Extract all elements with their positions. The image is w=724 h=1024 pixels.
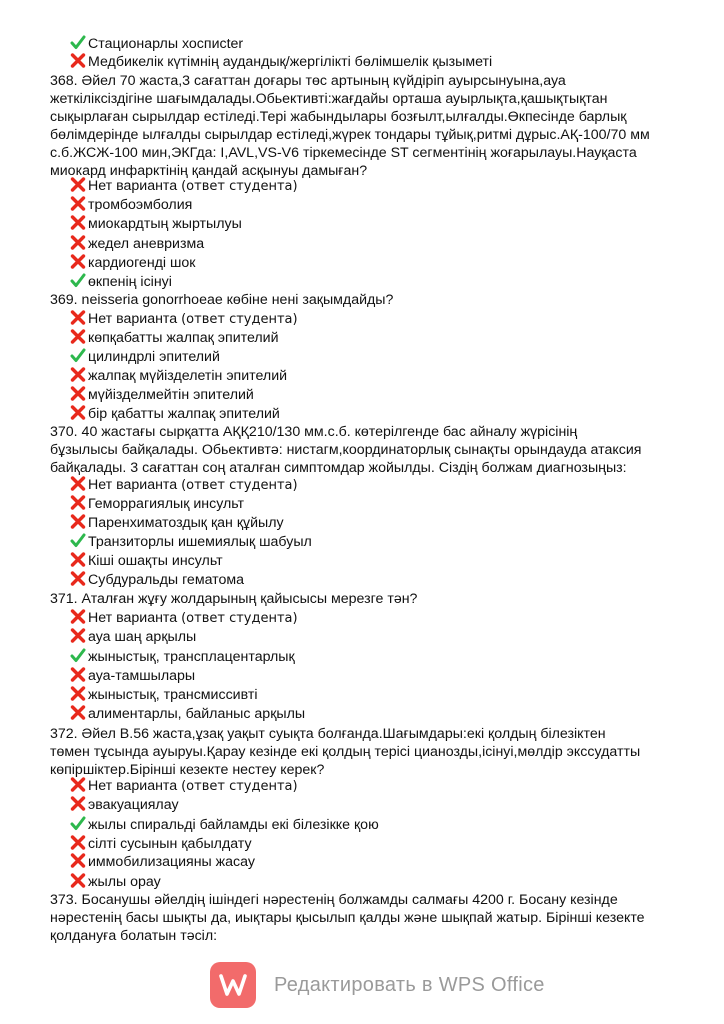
cross-icon <box>70 873 86 888</box>
answer-option <box>70 816 379 834</box>
question-text-line: 369. neisseria gonorrhoeae көбіне нені зақымдайды? <box>50 292 394 308</box>
answer-option-text: жыныстық, трансмиссивті <box>88 687 258 703</box>
answer-option-text: өкпенің ісінуі <box>88 274 172 290</box>
student-answer-tag: (ответ студента) <box>181 179 298 194</box>
student-answer-tag: (ответ студента) <box>181 478 298 493</box>
answer-option <box>70 514 284 532</box>
question-text-line: байқалады. 3 сағаттан соң аталған симптомдар жойылды. Сіздің болжам диагнозыңыз: <box>50 460 627 476</box>
answer-option <box>70 235 204 253</box>
cross-icon <box>70 386 86 401</box>
question-text-line: нәрестенің басы шықты да, иықтары қысылып қалды және шықпай жатыр. Бірінші кезекте <box>50 910 645 926</box>
answer-option-text: жылы спиральді байламды екі білезікке қою <box>88 817 379 833</box>
student-answer-tag: (ответ студента) <box>181 779 298 794</box>
check-icon <box>70 273 86 288</box>
answer-option <box>70 53 492 71</box>
answer-option-text: Нет варианта <box>88 610 178 626</box>
cross-icon <box>70 367 86 382</box>
question-text-line: қолдануға болатын тәсіл: <box>50 928 218 944</box>
answer-option <box>70 609 298 627</box>
cross-icon <box>70 853 86 868</box>
question-text-line: 373. Босанушы әйелдің ішіндегі нәрестенің болжамды салмағы 4200 г. Босану кезінде <box>50 892 618 908</box>
answer-option-text: цилиндрлі эпителий <box>88 349 220 365</box>
cross-icon <box>70 835 86 850</box>
answer-option <box>70 348 220 366</box>
answer-option-text: мүйізделмейтін эпителий <box>88 387 254 403</box>
question-text-line: бұзылысы байқалады. Обьективтә: нистагм,координаторлық сынақты орындауда атаксия <box>50 442 642 458</box>
cross-icon <box>70 177 86 192</box>
answer-option <box>70 405 280 423</box>
wps-edit-label[interactable]: Редактировать в WPS Office <box>274 974 545 996</box>
cross-icon <box>70 777 86 792</box>
question-text-line: 368. Әйел 70 жаста,3 сағаттан доғары төс артының күйдіріп ауырсынуына,ауа <box>50 73 566 89</box>
answer-option-text: жедел аневризма <box>88 236 205 252</box>
answer-option-text: көпқабатты жалпақ эпителий <box>88 330 279 346</box>
cross-icon <box>70 215 86 230</box>
question-text-line: 371. Аталған жұғу жолдарының қайысысы мерезге тән? <box>50 591 418 607</box>
answer-option-text: Нет варианта <box>88 178 178 194</box>
answer-option <box>70 835 252 853</box>
check-icon <box>70 816 86 831</box>
cross-icon <box>70 196 86 211</box>
answer-option <box>70 35 243 53</box>
cross-icon <box>70 667 86 682</box>
answer-option-text: жылы орау <box>88 874 161 890</box>
answer-option <box>70 495 244 513</box>
answer-option-text: Стационарлы хосписter <box>88 36 244 52</box>
cross-icon <box>70 53 86 68</box>
answer-option <box>70 628 196 646</box>
question-text-line: с.б.ЖСЖ-100 мин,ЭКГда: I,AVL,VS-V6 тіркемесінде ST сегментінің жоғарылауы.Науқаста <box>50 145 637 161</box>
question-text-line: 372. Әйел В.56 жаста,ұзақ уақыт суықта болғанда.Шағымдары:екі қолдың білезіктен <box>50 726 606 742</box>
answer-option <box>70 177 298 195</box>
answer-option-text: Кіші ошақты инсульт <box>88 553 223 569</box>
check-icon <box>70 348 86 363</box>
answer-option-text: жыныстық, трансплацентарлық <box>88 649 295 665</box>
answer-option <box>70 648 295 666</box>
answer-option <box>70 777 298 795</box>
cross-icon <box>70 628 86 643</box>
answer-option <box>70 873 161 891</box>
answer-option <box>70 686 257 704</box>
answer-option <box>70 215 242 233</box>
cross-icon <box>70 571 86 586</box>
answer-option <box>70 667 195 685</box>
cross-icon <box>70 514 86 529</box>
answer-option-text: Геморрагиялық инсульт <box>88 496 245 512</box>
answer-option <box>70 796 179 814</box>
answer-option <box>70 476 298 494</box>
student-answer-tag: (ответ студента) <box>181 312 298 327</box>
cross-icon <box>70 552 86 567</box>
question-text-line: төмен тұсында ауыруы.Қарау кезінде екі қолдың терісі цианозды,ісінуі,мөлдір экссудатты <box>50 744 641 760</box>
student-answer-tag: (ответ студента) <box>181 611 298 626</box>
answer-option-text: сілті сусынын қабылдату <box>88 836 252 852</box>
answer-option <box>70 571 244 589</box>
answer-option <box>70 853 255 871</box>
answer-option <box>70 196 192 214</box>
answer-option-text: кардиогенді шок <box>88 255 196 271</box>
cross-icon <box>70 705 86 720</box>
question-text-line: бөлімдерінде ылғалды сырылдар естіледі,жүрек тондары тұйық,ритмі дұрыс.АҚ-100/70 мм <box>50 127 650 143</box>
answer-option <box>70 310 298 328</box>
answer-option-text: Транзиторлы ишемиялық шабуыл <box>88 534 312 550</box>
answer-option-text: эвакуациялау <box>88 797 179 813</box>
answer-option-text: ауа-тамшылары <box>88 668 196 684</box>
cross-icon <box>70 310 86 325</box>
answer-option-text: тромбоэмболия <box>88 197 193 213</box>
answer-option-text: алиментарлы, байланыс арқылы <box>88 706 306 722</box>
question-text-line: көпіршіктер.Бірінші кезекте нестеу керек? <box>50 762 325 778</box>
question-text-line: сықырлаған сырылдар естіледі.Тері жабындылары бозғылт,ылғалды.Өкпесінде барлық <box>50 109 627 125</box>
answer-option-text: Нет варианта <box>88 311 178 327</box>
check-icon <box>70 648 86 663</box>
check-icon <box>70 35 86 50</box>
cross-icon <box>70 796 86 811</box>
answer-option-text: Паренхиматоздық қан құйылу <box>88 515 284 531</box>
answer-option <box>70 552 223 570</box>
answer-option <box>70 386 254 404</box>
answer-option-text: Нет варианта <box>88 477 178 493</box>
wps-logo-icon[interactable] <box>210 962 256 1008</box>
answer-option-text: жалпақ мүйізделетін эпителий <box>88 368 288 384</box>
cross-icon <box>70 495 86 510</box>
answer-option-text: иммобилизацияны жасау <box>88 854 255 870</box>
cross-icon <box>70 329 86 344</box>
cross-icon <box>70 235 86 250</box>
answer-option <box>70 367 287 385</box>
question-text-line: жеткіліксіздігіне шағымдалады.Обьективті:жағдайы орташа ауырлықта,қашықтықтан <box>50 91 608 107</box>
cross-icon <box>70 476 86 491</box>
answer-option-text: миокардтың жыртылуы <box>88 216 242 232</box>
answer-option <box>70 533 312 551</box>
question-text-line: 370. 40 жастағы сырқатта АҚҚ210/130 мм.с.б. көтерілгенде бас айналу жүрісінің <box>50 424 578 440</box>
answer-option-text: ауа шаң арқылы <box>88 629 197 645</box>
answer-option <box>70 705 305 723</box>
answer-option-text: бір қабатты жалпақ эпителий <box>88 406 280 422</box>
check-icon <box>70 533 86 548</box>
answer-option <box>70 329 279 347</box>
answer-option-text: Субдуральды гематома <box>88 572 245 588</box>
answer-option-text: Медбикелік күтімнің аудандық/жергілікті бөлімшелік қызыметі <box>88 54 493 70</box>
cross-icon <box>70 254 86 269</box>
question-text-line: миокард инфарктінің қандай асқынуы дамыған? <box>50 163 368 179</box>
cross-icon <box>70 686 86 701</box>
cross-icon <box>70 405 86 420</box>
answer-option <box>70 273 172 291</box>
cross-icon <box>70 609 86 624</box>
answer-option <box>70 254 196 272</box>
answer-option-text: Нет варианта <box>88 778 178 794</box>
